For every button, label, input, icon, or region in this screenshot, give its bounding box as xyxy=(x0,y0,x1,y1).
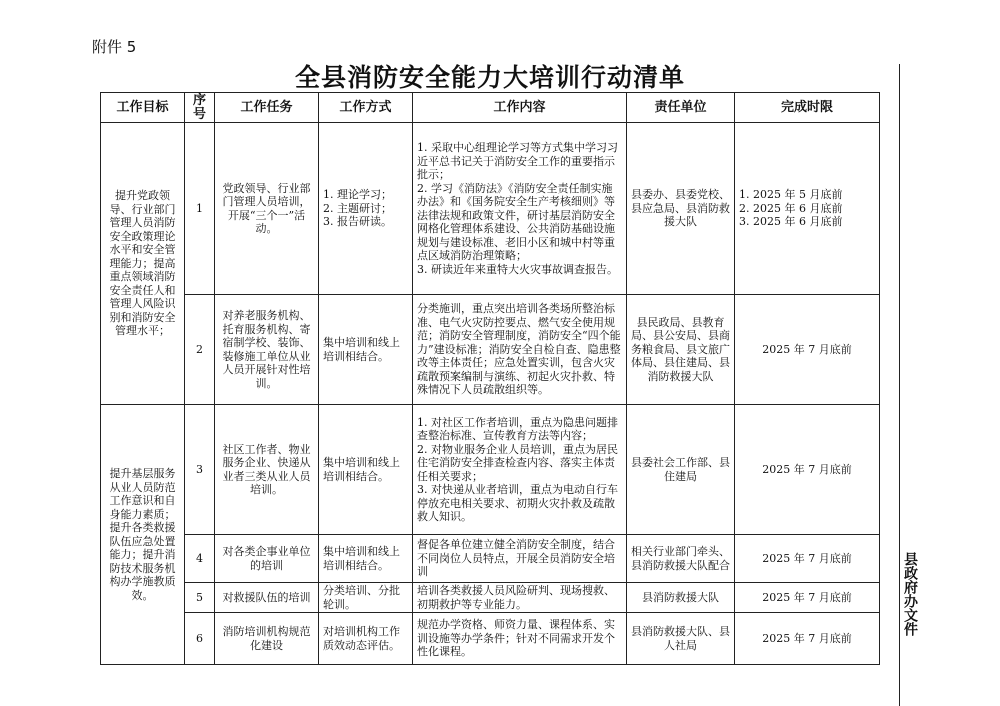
method-cell xyxy=(319,613,413,665)
header-unit: 责任单位 xyxy=(627,93,735,123)
table-row xyxy=(101,613,880,665)
method-cell-line: 集中培训和线上培训相结合。 xyxy=(323,336,400,363)
task-cell: 对各类企事业单位的培训 xyxy=(215,535,319,583)
unit-cell: 县委社会工作部、县住建局 xyxy=(627,405,735,535)
content-cell-line: 培训各类救援人员风险研判、现场搜救、初期救护等专业能力。 xyxy=(417,584,615,611)
goal-cell: 提升基层服务从业人员防范工作意识和自身能力素质；提升各类救援队伍应急处置能力；提升消防技术服务机构办学施教质效。 xyxy=(101,405,185,665)
table-row xyxy=(101,583,880,613)
deadline-cell-line: 2025 年 7 月底前 xyxy=(762,631,852,645)
content-cell xyxy=(413,613,627,665)
deadline-cell xyxy=(735,405,880,535)
content-cell-line: 2. 对物业服务企业人员培训，重点为居民住宅消防安全排查检查内容、落实主体责任相关要求； xyxy=(417,442,618,483)
task-cell: 社区工作者、物业服务企业、快递从业者三类从业人员培训。 xyxy=(215,405,319,535)
table-row xyxy=(101,295,880,405)
deadline-cell-line: 2025 年 7 月底前 xyxy=(762,342,852,356)
seq-cell: 3 xyxy=(185,405,215,535)
page-title: 全县消防安全能力大培训行动清单 xyxy=(294,63,685,92)
content-cell xyxy=(413,295,627,405)
content-cell-line: 3. 研读近年来重特大火灾事故调查报告。 xyxy=(417,262,618,276)
deadline-cell xyxy=(735,583,880,613)
method-cell-line: 对培训机构工作质效动态评估。 xyxy=(323,625,400,652)
seq-cell: 6 xyxy=(185,613,215,665)
deadline-cell xyxy=(735,613,880,665)
method-cell xyxy=(319,405,413,535)
side-divider xyxy=(899,64,900,706)
header-content: 工作内容 xyxy=(413,93,627,123)
method-cell-line: 1. 理论学习； xyxy=(323,188,392,202)
unit-cell: 县民政局、县教育局、县公安局、县商务粮食局、县文旅广体局、县住建局、县消防救援大队 xyxy=(627,295,735,405)
content-cell xyxy=(413,405,627,535)
method-cell xyxy=(319,583,413,613)
goal-cell: 提升党政领导、行业部门管理人员消防安全政策理论水平和安全管理能力；提高重点领域消防安全责任人和管理人风险识别和消防安全管理水平； xyxy=(101,123,185,405)
seq-cell: 5 xyxy=(185,583,215,613)
content-cell xyxy=(413,123,627,295)
deadline-cell-line: 1. 2025 年 5 月底前 xyxy=(739,188,843,202)
action-list-table xyxy=(100,92,880,665)
method-cell-line: 集中培训和线上培训相结合。 xyxy=(323,456,400,483)
seq-cell: 2 xyxy=(185,295,215,405)
seq-cell: 1 xyxy=(185,123,215,295)
deadline-cell xyxy=(735,535,880,583)
deadline-cell-line: 2. 2025 年 6 月底前 xyxy=(739,201,843,215)
deadline-cell-line: 2025 年 7 月底前 xyxy=(762,551,852,565)
task-cell: 对救援队伍的培训 xyxy=(215,583,319,613)
attachment-label: 附件 5 xyxy=(92,38,137,56)
content-cell xyxy=(413,535,627,583)
task-cell: 对养老服务机构、托育服务机构、寄宿制学校、装饰、装修施工单位从业人员开展针对性培训。 xyxy=(215,295,319,405)
header-seq: 序号 xyxy=(185,93,215,123)
deadline-cell xyxy=(735,123,880,295)
unit-cell: 县消防救援大队 xyxy=(627,583,735,613)
method-cell-line: 分类培训、分批轮训。 xyxy=(323,584,400,611)
content-cell-line: 督促各单位建立健全消防安全制度，结合不同岗位人员特点，开展全员消防安全培训 xyxy=(417,538,615,579)
content-cell-line: 2. 学习《消防法》《消防安全责任制实施办法》和《国务院安全生产考核细则》等法律法规和政策文件，研讨基层消防安全网格化管理体系建设、公共消防基础设施规划与建设标准、老旧小区和城中村等重点区域消防治理策略； xyxy=(417,181,615,262)
task-cell: 党政领导、行业部门管理人员培训，开展“三个一”活动。 xyxy=(215,123,319,295)
method-cell xyxy=(319,123,413,295)
unit-cell: 县委办、县委党校、县应急局、县消防救援大队 xyxy=(627,123,735,295)
content-cell xyxy=(413,583,627,613)
deadline-cell xyxy=(735,295,880,405)
content-cell-line: 1. 采取中心组理论学习等方式集中学习习近平总书记关于消防安全工作的重要指示批示； xyxy=(417,141,618,181)
table-row xyxy=(101,123,880,295)
header-task: 工作任务 xyxy=(215,93,319,123)
side-stamp-text: 县政府办文件 xyxy=(902,552,918,636)
table-row xyxy=(101,535,880,583)
header-method: 工作方式 xyxy=(319,93,413,123)
content-cell-line: 分类施训，重点突出培训各类场所整治标准、电气火灾防控要点、燃气安全使用规范；消防安全管理制度，消防安全“四个能力”建设标准；消防安全自检自查、隐患整改等主体责任；应急处置实训，包含火灾疏散预案编制与演练、初起火灾扑救、特殊情况下人员疏散组织等。 xyxy=(417,302,621,397)
method-cell-line: 2. 主题研讨； xyxy=(323,201,392,215)
deadline-cell-line: 2025 年 7 月底前 xyxy=(762,590,852,604)
seq-cell: 4 xyxy=(185,535,215,583)
header-goal: 工作目标 xyxy=(101,93,185,123)
method-cell-line: 3. 报告研读。 xyxy=(323,215,392,229)
method-cell-line: 集中培训和线上培训相结合。 xyxy=(323,545,400,572)
unit-cell: 县消防救援大队、县人社局 xyxy=(627,613,735,665)
table-row xyxy=(101,405,880,535)
deadline-cell-line: 3. 2025 年 6 月底前 xyxy=(739,215,843,229)
unit-cell: 相关行业部门牵头、县消防救援大队配合 xyxy=(627,535,735,583)
content-cell-line: 规范办学资格、师资力量、课程体系、实训设施等办学条件；针对不同需求开发个性化课程。 xyxy=(417,618,615,659)
deadline-cell-line: 2025 年 7 月底前 xyxy=(762,462,852,476)
task-cell: 消防培训机构规范化建设 xyxy=(215,613,319,665)
method-cell xyxy=(319,295,413,405)
content-cell-line: 3. 对快递从业者培训，重点为电动自行车停放充电相关要求、初期火灾扑救及疏散救人知识。 xyxy=(417,483,618,523)
header-deadline: 完成时限 xyxy=(735,93,880,123)
content-cell-line: 1. 对社区工作者培训，重点为隐患问题排查整治标准、宣传教育方法等内容； xyxy=(417,415,618,442)
header-row xyxy=(101,93,880,123)
method-cell xyxy=(319,535,413,583)
